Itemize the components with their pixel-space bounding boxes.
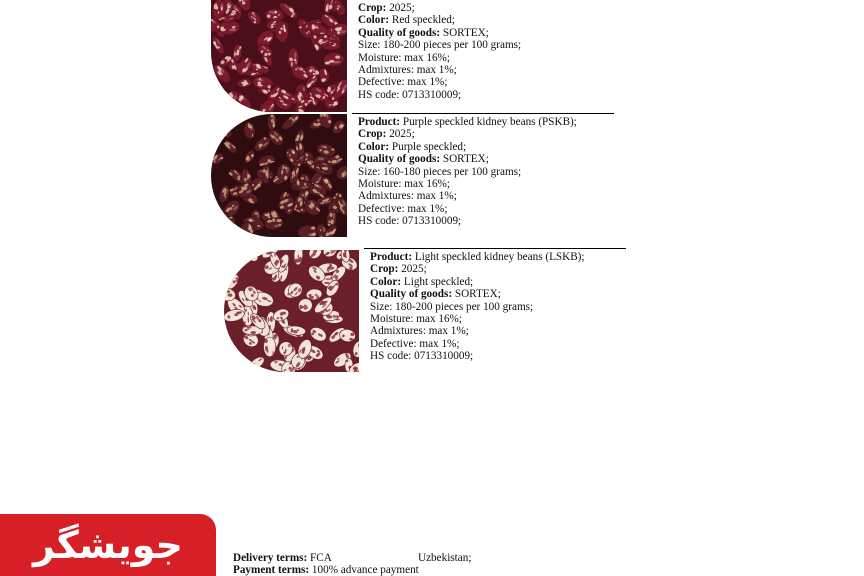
- spec-line: [358, 190, 577, 202]
- spec-value: HS code: 0713310009;: [358, 215, 462, 228]
- spec-label: Crop:: [358, 2, 387, 14]
- spec-line: [370, 288, 585, 300]
- bean: [264, 337, 276, 357]
- spec-label: Color:: [358, 14, 390, 27]
- payment-terms-value: 100% advance payment: [309, 564, 419, 576]
- spec-line: [370, 276, 585, 288]
- spec-label: Color:: [358, 140, 390, 153]
- spec-value: SORTEX;: [452, 288, 501, 301]
- spec-label: Crop:: [370, 263, 399, 276]
- spec-value: Moisture: max 16%;: [370, 313, 462, 326]
- spec-line: [358, 52, 521, 64]
- spec-value: Admixtures: max 1%;: [358, 64, 457, 77]
- spec-line: [358, 116, 577, 128]
- spec-value: Size: 180-200 pieces per 100 grams;: [358, 39, 522, 52]
- spec-line: [358, 215, 577, 227]
- logo-text: جویشگر: [33, 523, 183, 567]
- spec-line: [358, 14, 521, 26]
- spec-value: Defective: max 1%;: [370, 337, 460, 350]
- spec-value: 2025;: [386, 128, 415, 141]
- bean: [214, 88, 228, 108]
- spec-value: Size: 180-200 pieces per 100 grams;: [370, 300, 534, 313]
- spec-value: Admixtures: max 1%;: [358, 190, 457, 203]
- spec-value: HS code: 0713310009;: [370, 350, 474, 363]
- spec-value: Purple speckled;: [389, 140, 467, 153]
- bean: [211, 91, 223, 112]
- spec-line: [358, 178, 577, 190]
- spec-label: Color:: [370, 275, 402, 288]
- spec-value: Moisture: max 16%;: [358, 178, 450, 191]
- spec-line: [358, 166, 577, 178]
- spec-label: Crop:: [358, 128, 387, 141]
- bean: [211, 86, 223, 99]
- spec-label: Quality of goods:: [370, 288, 453, 301]
- spec-line: [358, 203, 577, 215]
- spec-line: [358, 64, 521, 76]
- spec-value: Size: 160-180 pieces per 100 grams;: [358, 165, 522, 178]
- brand-logo: [0, 514, 216, 576]
- spec-line: [358, 27, 521, 39]
- spec-line: [358, 128, 577, 140]
- spec-label: Product:: [358, 116, 401, 128]
- spec-line: [370, 313, 585, 325]
- bean: [229, 358, 249, 372]
- spec-value: SORTEX;: [440, 26, 489, 39]
- divider-rule: [364, 248, 626, 249]
- spec-line: [370, 325, 585, 337]
- payment-terms: [233, 564, 419, 576]
- product-specs-light: [370, 251, 585, 363]
- delivery-place: Uzbekistan;: [418, 552, 472, 564]
- spec-line: [358, 153, 577, 165]
- red-beans-image: [211, 0, 347, 112]
- spec-value: Moisture: max 16%;: [358, 51, 450, 64]
- spec-value: Defective: max 1%;: [358, 76, 448, 89]
- delivery-terms-label: Delivery terms:: [233, 552, 308, 564]
- spec-value: Light speckled kidney beans (LSKB);: [412, 251, 585, 263]
- bean: [288, 48, 299, 69]
- spec-value: Light speckled;: [401, 275, 474, 288]
- spec-line: [370, 263, 585, 275]
- spec-label: Quality of goods:: [358, 153, 441, 166]
- spec-line: [370, 338, 585, 350]
- spec-line: [370, 251, 585, 263]
- spec-line: [358, 89, 521, 101]
- spec-line: [370, 301, 585, 313]
- spec-value: Purple speckled kidney beans (PSKB);: [400, 116, 577, 128]
- spec-value: HS code: 0713310009;: [358, 88, 462, 101]
- payment-terms-label: Payment terms:: [233, 564, 310, 576]
- spec-value: Defective: max 1%;: [358, 202, 448, 215]
- purple-beans-image: [211, 114, 347, 237]
- spec-line: [370, 350, 585, 362]
- spec-value: Red speckled;: [389, 14, 455, 27]
- spec-line: [358, 39, 521, 51]
- product-specs-purple: [358, 116, 577, 232]
- spec-value: SORTEX;: [440, 153, 489, 166]
- spec-value: 2025;: [398, 263, 427, 276]
- spec-label: Product:: [370, 251, 413, 263]
- spec-line: [358, 2, 521, 14]
- spec-line: [358, 76, 521, 88]
- light-beans-image: [224, 250, 359, 372]
- delivery-terms-value: FCA: [307, 552, 332, 564]
- delivery-terms: [233, 552, 472, 564]
- product-specs-red: [358, 2, 521, 101]
- divider-rule: [352, 113, 614, 114]
- spec-value: 2025;: [386, 2, 415, 14]
- spec-line: [358, 141, 577, 153]
- spec-label: Quality of goods:: [358, 26, 441, 39]
- spec-value: Admixtures: max 1%;: [370, 325, 469, 338]
